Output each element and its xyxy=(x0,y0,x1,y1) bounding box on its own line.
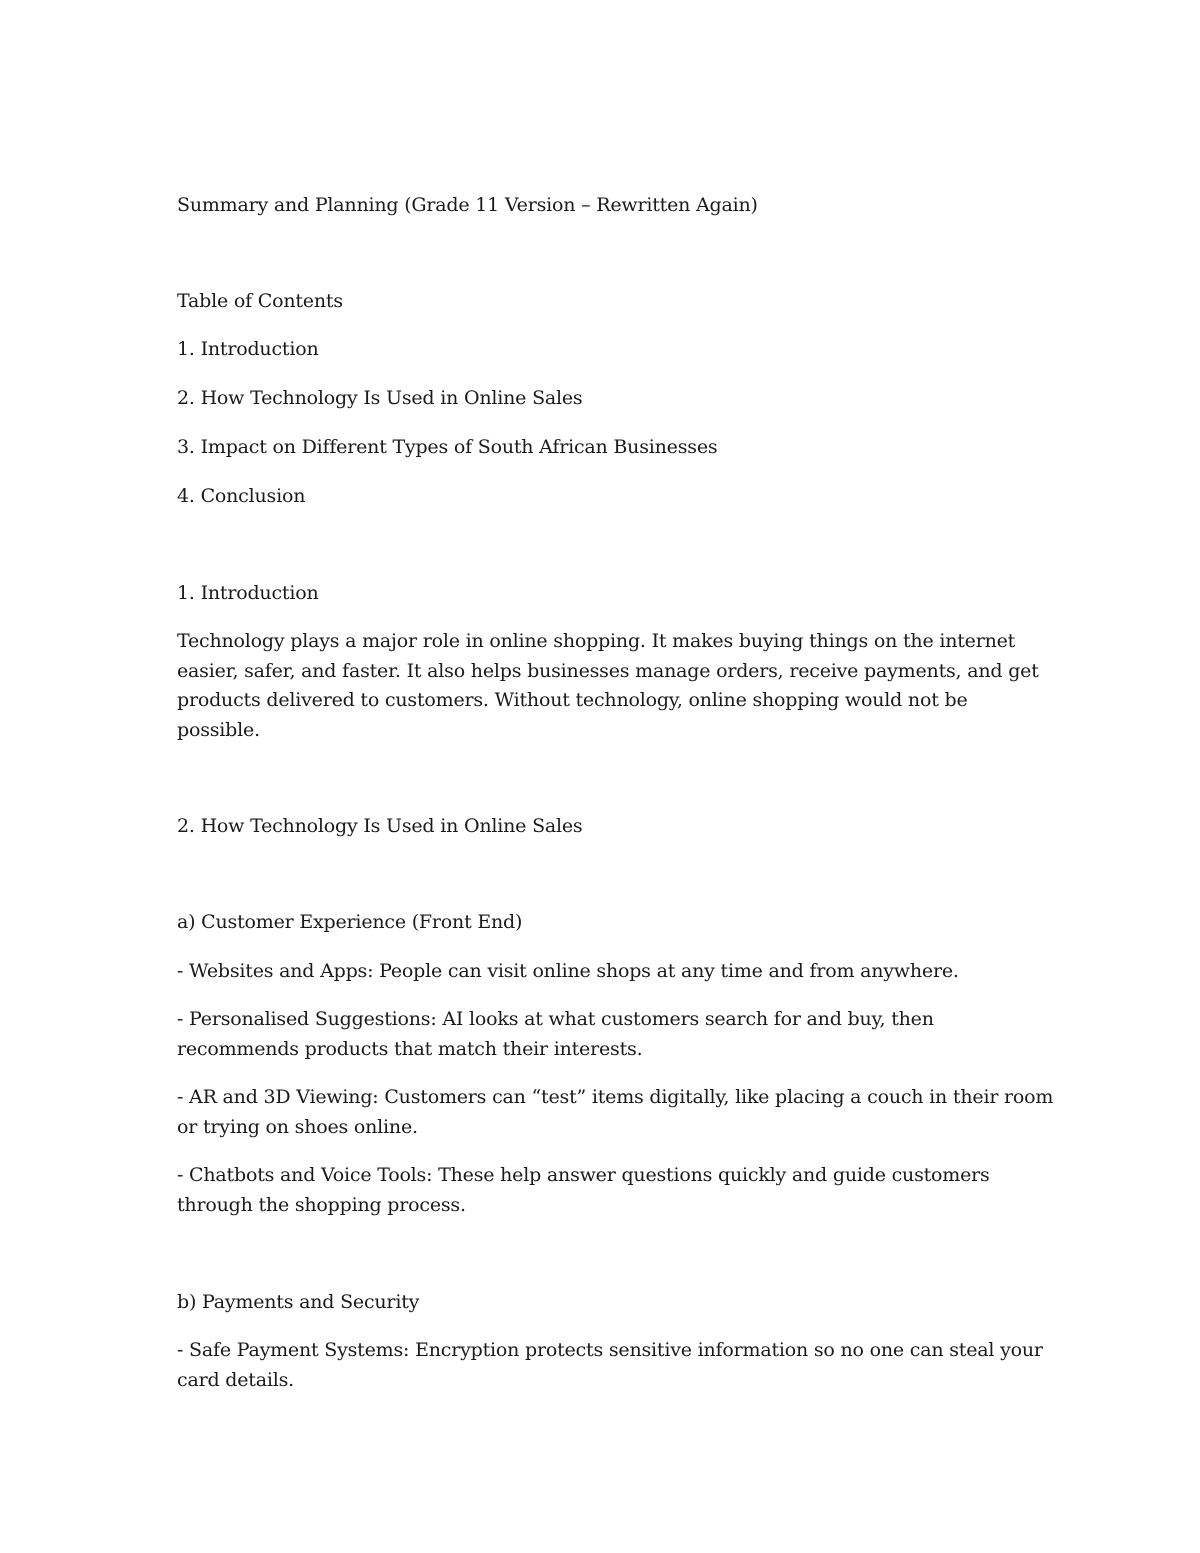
intro-line: products delivered to customers. Without technology, online shopping would not be xyxy=(177,689,968,711)
bullet-personalised xyxy=(177,1005,1027,1064)
intro-line: easier, safer, and faster. It also helps businesses manage orders, receive payments, and get xyxy=(177,659,1039,682)
bullet-payment xyxy=(177,1336,1043,1395)
bullet-ar xyxy=(177,1083,1054,1142)
toc-item-technology: 2. How Technology Is Used in Online Sales xyxy=(177,387,583,409)
intro-line: possible. xyxy=(177,718,260,741)
intro-heading: 1. Introduction xyxy=(177,582,319,604)
toc-item-impact: 3. Impact on Different Types of South African Businesses xyxy=(177,436,718,458)
subsection-a-heading: a) Customer Experience (Front End) xyxy=(177,911,523,933)
bullet-websites: - Websites and Apps: People can visit online shops at any time and from anywhere. xyxy=(177,960,959,982)
document-title: Summary and Planning (Grade 11 Version – Rewritten Again) xyxy=(177,194,758,216)
toc-item-introduction: 1. Introduction xyxy=(177,338,319,360)
intro-paragraph xyxy=(177,627,1039,745)
section2-heading: 2. How Technology Is Used in Online Sales xyxy=(177,815,583,837)
bullet-line: - Personalised Suggestions: AI looks at what customers search for and buy, then xyxy=(177,1008,934,1030)
toc-item-conclusion: 4. Conclusion xyxy=(177,485,306,507)
bullet-chatbots xyxy=(177,1161,1027,1220)
bullet-line: through the shopping process. xyxy=(177,1193,466,1216)
bullet-line: - Safe Payment Systems: Encryption protects sensitive information so no one can steal your xyxy=(177,1339,1043,1361)
bullet-line: - AR and 3D Viewing: Customers can “test” items digitally, like placing a couch in their room xyxy=(177,1086,1054,1108)
bullet-line: card details. xyxy=(177,1368,294,1391)
intro-line: Technology plays a major role in online shopping. It makes buying things on the internet xyxy=(177,630,1016,652)
subsection-b-heading: b) Payments and Security xyxy=(177,1291,420,1313)
bullet-line: recommends products that match their interests. xyxy=(177,1037,643,1060)
toc-heading: Table of Contents xyxy=(177,290,343,312)
bullet-line: or trying on shoes online. xyxy=(177,1115,418,1138)
bullet-line: - Chatbots and Voice Tools: These help answer questions quickly and guide customers xyxy=(177,1164,990,1186)
